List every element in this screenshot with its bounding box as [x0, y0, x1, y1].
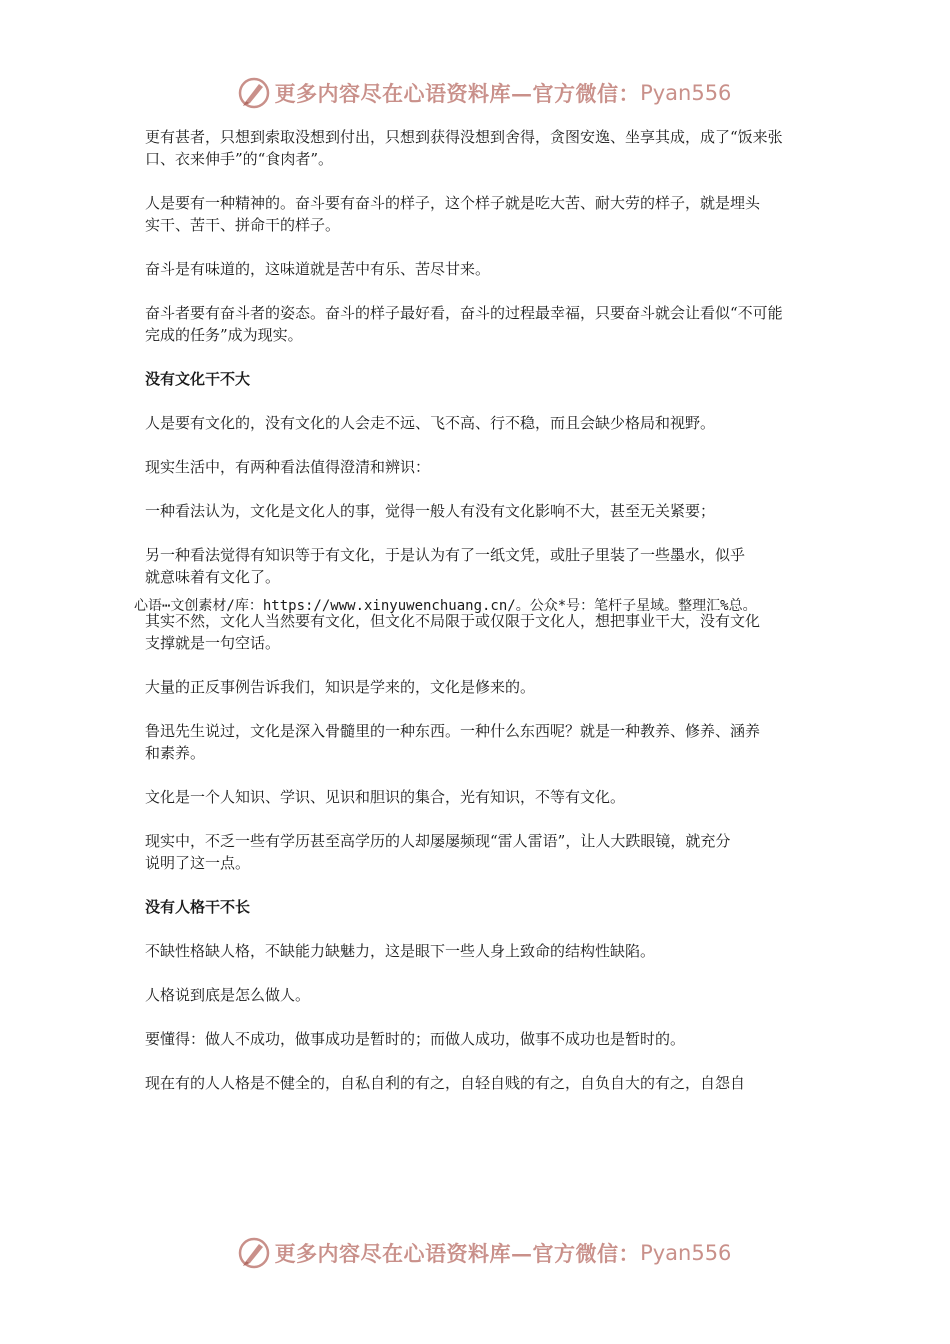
- text-line: 和素养。: [145, 744, 206, 762]
- text-line: 奋斗是有味道的，这味道就是苦中有乐、苦尽甘来。: [145, 260, 491, 278]
- text-line: 人是要有文化的，没有文化的人会走不远、飞不高、行不稳，而且会缺少格局和视野。: [145, 414, 716, 432]
- pen-logo-icon: [237, 76, 271, 110]
- paragraph: [145, 720, 825, 764]
- paragraph: [145, 192, 825, 236]
- paragraph: [145, 1072, 825, 1094]
- text-line: 人是要有一种精神的。奋斗要有奋斗的样子，这个样子就是吃大苦、耐大劳的样子，就是埋头: [145, 194, 761, 212]
- text-line: 完成的任务”成为现实。: [145, 326, 303, 344]
- footer-banner: [0, 1233, 950, 1273]
- paragraph: [145, 940, 825, 962]
- text-line: 奋斗者要有奋斗者的姿态。奋斗的样子最好看，奋斗的过程最幸福，只要奋斗就会让看似“不可能: [145, 304, 783, 322]
- text-line: 鲁迅先生说过，文化是深入骨髓里的一种东西。一种什么东西呢？就是一种教养、修养、涵养: [145, 722, 761, 740]
- text-line: 要懂得：做人不成功，做事成功是暂时的；而做人成功，做事不成功也是暂时的。: [145, 1030, 686, 1048]
- paragraph: [145, 302, 825, 346]
- text-line: 人格说到底是怎么做人。: [145, 986, 311, 1004]
- text-line: 一种看法认为，文化是文化人的事，觉得一般人有没有文化影响不大，甚至无关紧要；: [145, 502, 716, 520]
- section-heading: [145, 896, 825, 918]
- text-line: 支撑就是一句空话。: [145, 634, 281, 652]
- text-line: 实干、苦干、拼命干的样子。: [145, 216, 341, 234]
- banner-text: 更多内容尽在心语资料库—官方微信：: [274, 81, 641, 106]
- text-line: 没有文化干不大: [145, 370, 251, 388]
- text-line: 现在有的人人格是不健全的，自私自利的有之，自轻自贱的有之，自负自大的有之，自怨自: [145, 1074, 746, 1092]
- text-line: 文化是一个人知识、学识、见识和胆识的集合，光有知识，不等有文化。: [145, 788, 626, 806]
- paragraph: [145, 786, 825, 808]
- text-line: 现实中，不乏一些有学历甚至高学历的人却屡屡频现“雷人雷语”，让人大跌眼镜，就充分: [145, 832, 731, 850]
- text-line: 说明了这一点。: [145, 854, 251, 872]
- section-heading: [145, 368, 825, 390]
- text-line: 另一种看法觉得有知识等于有文化，于是认为有了一纸文凭，或肚子里装了一些墨水，似乎: [145, 546, 746, 564]
- paragraph: [145, 258, 825, 280]
- pen-logo-icon: [237, 1236, 271, 1270]
- paragraph: [145, 830, 825, 874]
- text-line: 就意味着有文化了。: [145, 568, 281, 586]
- banner-wechat-id: Pyan556: [640, 81, 732, 105]
- paragraph: [145, 126, 825, 170]
- banner-wechat-id: Pyan556: [640, 1241, 732, 1265]
- watermark-text: 心语⋯文创素材/库：https://www.xinyuwenchuang.cn/。公众*号：笔杆子星域。整理汇%总。: [134, 598, 757, 614]
- text-line: 大量的正反事例告诉我们，知识是学来的，文化是修来的。: [145, 678, 536, 696]
- header-banner: [0, 73, 950, 113]
- text-line: 不缺性格缺人格，不缺能力缺魅力，这是眼下一些人身上致命的结构性缺陷。: [145, 942, 656, 960]
- paragraph: [145, 412, 825, 434]
- text-line: 其实不然，文化人当然要有文化，但文化不局限于或仅限于文化人，想把事业干大，没有文化: [145, 612, 761, 630]
- paragraph: [145, 676, 825, 698]
- text-line: 更有甚者，只想到索取没想到付出，只想到获得没想到舍得，贪图安逸、坐享其成，成了“饭来张: [145, 128, 783, 146]
- paragraph: [145, 456, 825, 478]
- text-line: 现实生活中，有两种看法值得澄清和辨识：: [145, 458, 431, 476]
- banner-text: 更多内容尽在心语资料库—官方微信：: [274, 1241, 641, 1266]
- text-line: 口、衣来伸手”的“食肉者”。: [145, 150, 334, 168]
- paragraph: [145, 500, 825, 522]
- document-body: [145, 126, 825, 1116]
- paragraph: [145, 984, 825, 1006]
- text-line: 没有人格干不长: [145, 898, 251, 916]
- paragraph: [145, 1028, 825, 1050]
